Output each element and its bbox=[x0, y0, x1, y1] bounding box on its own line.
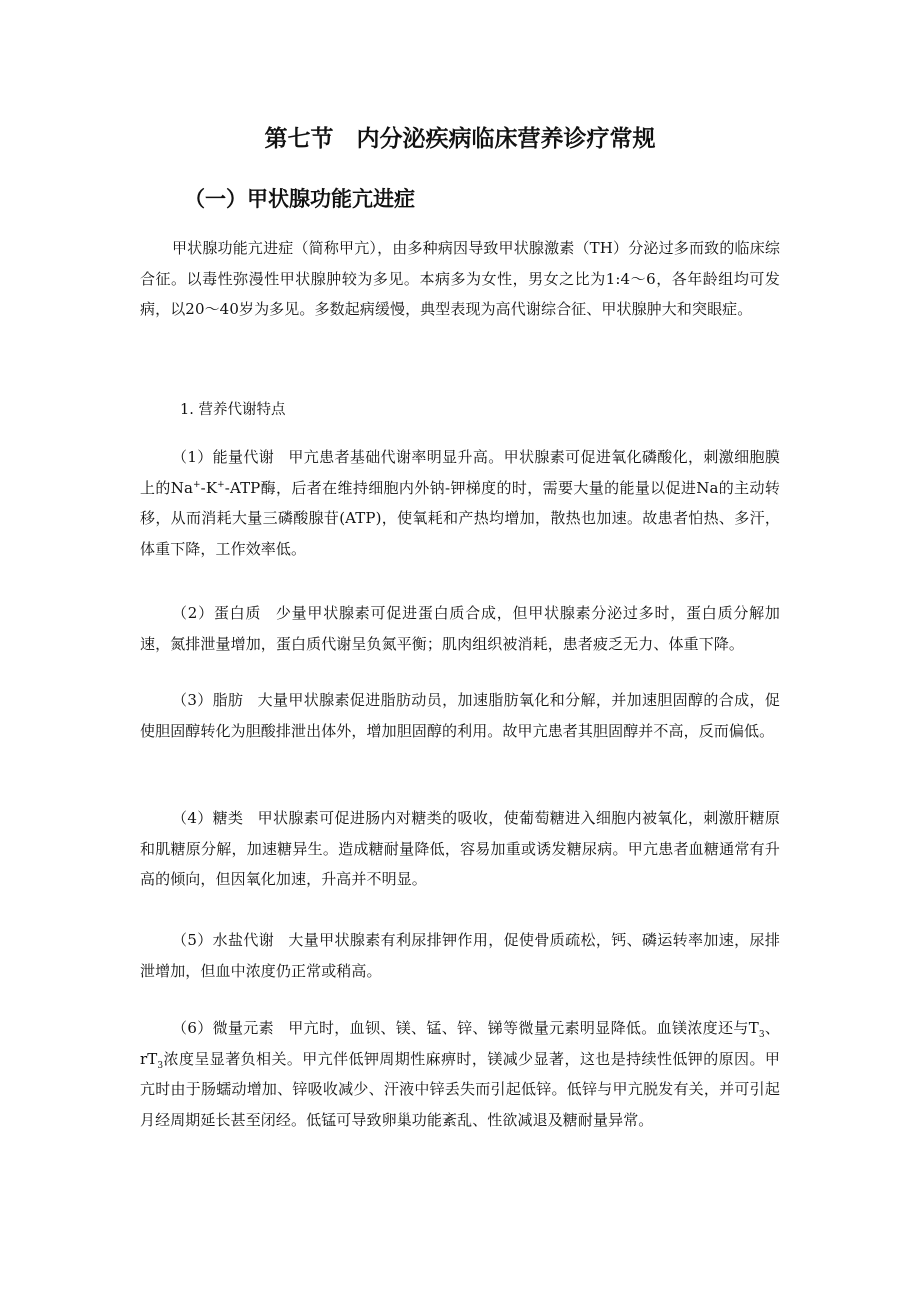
superscript: + bbox=[217, 479, 225, 490]
subsection-heading: 1. 营养代谢特点 bbox=[180, 402, 286, 418]
paragraph-water-salt bbox=[140, 925, 780, 986]
item-label: （6）微量元素 bbox=[172, 1019, 274, 1037]
page-title: 第七节 内分泌疾病临床营养诊疗常规 bbox=[264, 126, 656, 152]
item-text: -K bbox=[200, 478, 218, 497]
paragraph-trace-elements bbox=[140, 1013, 780, 1135]
item-label: （4）糖类 bbox=[172, 809, 244, 827]
item-label: （2）蛋白质 bbox=[172, 604, 262, 622]
superscript: + bbox=[193, 479, 201, 490]
paragraph-carbohydrate bbox=[140, 803, 780, 895]
item-text: 大量甲状腺素有利尿排钾作用，促使骨质疏松，钙、磷运转率加速，尿排泄增加，但血中浓度仍正常或稍高。 bbox=[140, 931, 780, 980]
item-text: 浓度呈显著负相关。甲亢伴低钾周期性麻痹时，镁减少显著，这也是持续性低钾的原因。甲亢时由于肠蠕动增加、锌吸收减少、汗液中锌丢失而引起低锌。低锌与甲亢脱发有关，并可引起月经周期延长甚至闭经。低锰可导致卵巢功能紊乱、性欲减退及糖耐量异常。 bbox=[140, 1049, 780, 1129]
subscript: 3 bbox=[157, 1060, 164, 1071]
item-text: 少量甲状腺素可促进蛋白质合成，但甲状腺素分泌过多时，蛋白质分解加速，氮排泄量增加，蛋白质代谢呈负氮平衡；肌肉组织被消耗，患者疲乏无力、体重下降。 bbox=[140, 604, 780, 653]
item-text: 、rT bbox=[140, 1019, 781, 1068]
paragraph-energy bbox=[140, 442, 780, 564]
paragraph-protein bbox=[140, 598, 780, 659]
item-text: -ATP酶，后者在维持细胞内外钠-钾梯度的时，需要大量的能量以促进Na的主动转移，从而消耗大量三磷酸腺苷(ATP)，使氧耗和产热均增加，散热也加速。故患者怕热、多汗，体重下降，工作效率低。 bbox=[140, 478, 781, 558]
item-text: 大量甲状腺素促进脂肪动员，加速脂肪氧化和分解，并加速胆固醇的合成，促使胆固醇转化为胆酸排泄出体外，增加胆固醇的利用。故甲亢患者其胆固醇并不高，反而偏低。 bbox=[140, 691, 781, 740]
item-text: 甲状腺素可促进肠内对糖类的吸收，使葡萄糖进入细胞内被氧化，刺激肝糖原和肌糖原分解，加速糖异生。造成糖耐量降低，容易加重或诱发糖尿病。甲亢患者血糖通常有升高的倾向，但因氧化加速，升高并不明显。 bbox=[140, 809, 781, 888]
item-text: 甲亢患者基础代谢率明显升高。甲状腺素可促进氧化磷酸化，刺激细胞膜上的Na bbox=[140, 448, 780, 497]
intro-paragraph: 甲状腺功能亢进症（简称甲亢），由多种病因导致甲状腺激素（TH）分泌过多而致的临床综合征。以毒性弥漫性甲状腺肿较为多见。本病多为女性，男女之比为1:4～6，各年龄组均可发病，以20～40岁为多见。多数起病缓慢，典型表现为高代谢综合征、甲状腺肿大和突眼症。 bbox=[140, 239, 780, 318]
subscript: 3 bbox=[758, 1030, 765, 1040]
item-label: （5）水盐代谢 bbox=[172, 931, 275, 949]
item-label: （3）脂肪 bbox=[172, 691, 244, 709]
item-text: 甲亢时，血钡、镁、锰、锌、锑等微量元素明显降低。血镁浓度还与T bbox=[288, 1019, 759, 1037]
section-subtitle: （一）甲状腺功能亢进症 bbox=[184, 187, 415, 211]
item-label: （1）能量代谢 bbox=[172, 448, 275, 466]
paragraph-fat bbox=[140, 685, 780, 746]
